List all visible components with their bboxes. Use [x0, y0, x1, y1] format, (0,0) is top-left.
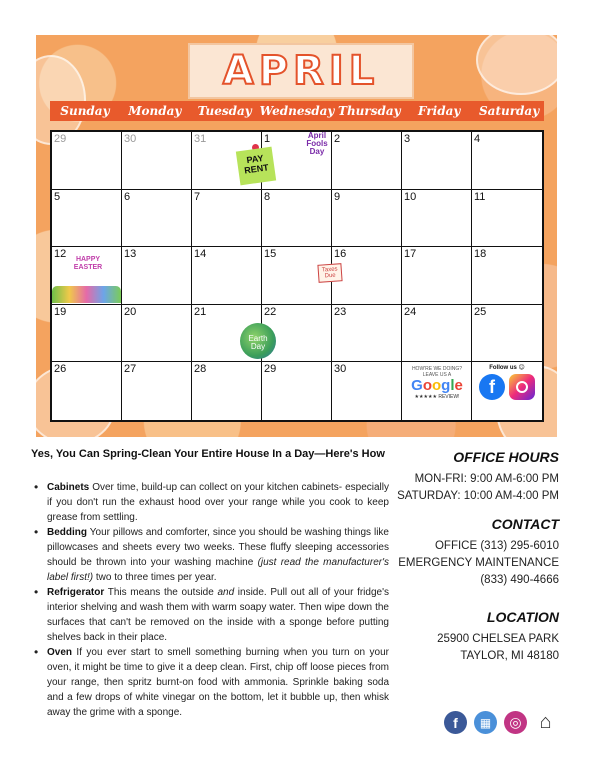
day-cell	[472, 305, 542, 363]
article-headline: Yes, You Can Spring-Clean Your Entire House In a Day—Here's How	[31, 448, 385, 460]
weekday-label: Saturday	[479, 104, 540, 118]
day-number: 5	[54, 190, 61, 203]
easter-eggs-icon	[52, 286, 121, 303]
list-item	[31, 645, 389, 720]
facebook-icon[interactable]: f	[479, 374, 505, 400]
day-cell	[192, 132, 270, 190]
list-item	[31, 525, 389, 585]
easter-label	[58, 256, 118, 272]
cleaning-tips-list	[31, 480, 389, 720]
contact-section	[398, 516, 559, 589]
calendar-grid	[50, 130, 544, 422]
day-cell	[402, 247, 472, 305]
easter-line: HAPPY	[75, 256, 101, 264]
list-item	[31, 585, 389, 645]
google-review-badge[interactable]	[405, 366, 469, 408]
day-cell	[192, 362, 262, 420]
day-number: 19	[54, 305, 67, 318]
equal-housing-icon: ⌂	[534, 711, 557, 734]
day-cell	[192, 305, 268, 363]
taxes-line: Due	[324, 272, 336, 280]
day-number: 29	[54, 133, 67, 145]
day-number: 18	[474, 248, 487, 261]
review-prompt: HOW'RE WE DOING? LEAVE US A	[411, 366, 463, 379]
weekday-header	[50, 101, 544, 121]
weekday-label: Tuesday	[197, 104, 252, 118]
office-hours-saturday: SATURDAY: 10:00 AM-4:00 PM	[397, 490, 559, 502]
day-cell	[52, 132, 122, 190]
follow-us-block	[475, 364, 539, 400]
day-cell	[262, 362, 332, 420]
emergency-label: EMERGENCY MAINTENANCE	[398, 557, 559, 569]
flower-decoration	[476, 35, 557, 95]
day-number: 10	[404, 190, 417, 203]
day-number: 23	[334, 305, 347, 318]
day-number: 30	[124, 133, 137, 145]
day-number: 4	[474, 133, 481, 145]
weekday-label: Sunday	[60, 104, 110, 118]
day-cell	[332, 132, 402, 190]
follow-us-cell	[472, 362, 542, 420]
day-cell	[192, 247, 262, 305]
day-cell	[472, 132, 542, 190]
tip-text: Your pillows and comforter, since you should be washing things like pillowcases and sheets every two weeks. These fluffy sleeping accessories should be thrown into your washing machine	[47, 527, 389, 568]
day-cell	[262, 132, 332, 190]
day-number: 12	[54, 248, 67, 261]
weekday-label: Friday	[418, 104, 461, 118]
day-cell	[332, 362, 402, 420]
day-number: 20	[124, 305, 137, 318]
day-number: 22	[264, 305, 277, 318]
day-cell	[52, 362, 122, 420]
day-cell	[52, 247, 122, 305]
instagram-icon[interactable]	[509, 374, 535, 400]
location-section	[437, 609, 559, 665]
weekday-label: Thursday	[338, 104, 401, 118]
tip-emphasis: (just read the manufacturer's label first!)	[47, 557, 390, 583]
google-review-cell[interactable]	[402, 362, 472, 420]
day-number: 3	[404, 133, 411, 145]
day-number: 7	[194, 190, 201, 203]
day-cell	[472, 247, 542, 305]
day-number: 21	[194, 305, 207, 318]
april-fools-line: Day	[309, 147, 325, 156]
day-number: 28	[194, 363, 207, 376]
office-hours-weekday: MON-FRI: 9:00 AM-6:00 PM	[414, 473, 559, 485]
month-title: APRIL	[222, 48, 380, 94]
weekday-label: Wednesday	[259, 104, 335, 118]
day-number: 31	[194, 133, 207, 145]
day-cell	[262, 247, 338, 305]
location-heading: LOCATION	[486, 609, 559, 625]
day-cell	[122, 247, 192, 305]
tip-term: Bedding	[47, 527, 87, 538]
emergency-phone[interactable]: (833) 490-4666	[480, 574, 559, 586]
office-phone[interactable]: OFFICE (313) 295-6010	[434, 540, 559, 552]
tip-text: Over time, build-up can collect on your kitchen cabinets- especially if you don't run the exhaust hood over your range while you cook to keep grease from settling.	[47, 482, 389, 523]
day-cell	[332, 305, 402, 363]
address-street: 25900 CHELSEA PARK	[437, 633, 559, 645]
day-cell	[52, 190, 122, 248]
day-number: 2	[334, 133, 341, 145]
calendar-banner	[36, 35, 557, 437]
day-number: 13	[124, 248, 137, 261]
follow-icons	[475, 374, 539, 400]
tip-term: Oven	[47, 647, 73, 658]
pay-rent-line: PAY	[245, 152, 265, 166]
weekday-label: Monday	[128, 104, 182, 118]
list-item	[31, 480, 389, 525]
tip-term: Refrigerator	[47, 587, 105, 598]
tip-term: Cabinets	[47, 482, 90, 493]
day-number: 15	[264, 248, 277, 261]
day-cell	[402, 305, 472, 363]
day-cell	[122, 362, 192, 420]
day-number: 29	[264, 363, 277, 376]
social-links	[444, 711, 557, 734]
month-title-box	[188, 43, 414, 99]
office-hours-section	[397, 449, 559, 505]
day-cell	[472, 190, 542, 248]
pay-rent-line: RENT	[243, 162, 270, 176]
office-hours-heading: OFFICE HOURS	[453, 449, 559, 465]
april-fools-badge	[302, 132, 332, 156]
day-number: 11	[474, 190, 486, 203]
day-number: 25	[474, 305, 487, 318]
day-cell	[332, 247, 402, 305]
april-fools-line: April	[307, 131, 327, 140]
instagram-icon[interactable]: ◎	[504, 711, 527, 734]
day-number: 30	[334, 363, 347, 376]
address-city: TAYLOR, MI 48180	[460, 650, 559, 662]
day-cell	[402, 190, 472, 248]
facebook-icon[interactable]: f	[444, 711, 467, 734]
day-cell	[122, 132, 192, 190]
day-cell	[122, 305, 192, 363]
day-cell	[332, 190, 402, 248]
tip-text: This means the outside	[104, 587, 218, 598]
google-wordmark: Google	[411, 377, 463, 395]
day-number: 9	[334, 190, 341, 203]
day-number: 6	[124, 190, 131, 203]
taxes-line: Taxes	[321, 266, 338, 274]
tip-text: If you ever start to smell something burning when you turn on your oven, it might be time to give it a deep clean. First, chip off loose pieces from your range, then spritz burnt-on food with ammonia. Sprinkle baking soda and a few drops of white vinegar on the bottom, let it bubble up, then whisk away the grime with a sponge.	[47, 647, 389, 718]
day-number: 16	[334, 248, 347, 261]
day-number: 17	[404, 248, 417, 261]
day-cell	[262, 305, 332, 363]
day-number: 14	[194, 248, 207, 261]
day-cell	[122, 190, 192, 248]
day-cell	[192, 190, 262, 248]
day-cell	[52, 305, 122, 363]
tip-emphasis: and	[217, 587, 235, 598]
day-cell	[262, 190, 332, 248]
april-fools-line: Fools	[306, 139, 328, 148]
tip-text-tail: two to three times per year.	[93, 572, 217, 583]
earth-day-line: Day	[250, 341, 266, 351]
contact-heading: CONTACT	[491, 516, 559, 532]
day-number: 24	[404, 305, 417, 318]
follow-us-label: Follow us 😊	[489, 365, 525, 372]
day-cell	[402, 132, 472, 190]
day-number: 26	[54, 363, 67, 376]
tip-text-tail: inside. Pull out all of your fridge's interior shelving and wash them with warm soapy water. Then wipe down the surfaces that can't be removed on the inside with a sponge before putting shelves back in their place.	[47, 587, 389, 643]
day-number: 8	[264, 190, 271, 203]
calendar-icon[interactable]: ▦	[474, 711, 497, 734]
day-number: 27	[124, 363, 137, 376]
earth-day-line: Earth	[248, 333, 268, 343]
review-stars: ★★★★★ REVIEW!	[414, 394, 460, 401]
day-number: 1	[264, 133, 271, 145]
easter-line: EASTER	[73, 264, 103, 272]
